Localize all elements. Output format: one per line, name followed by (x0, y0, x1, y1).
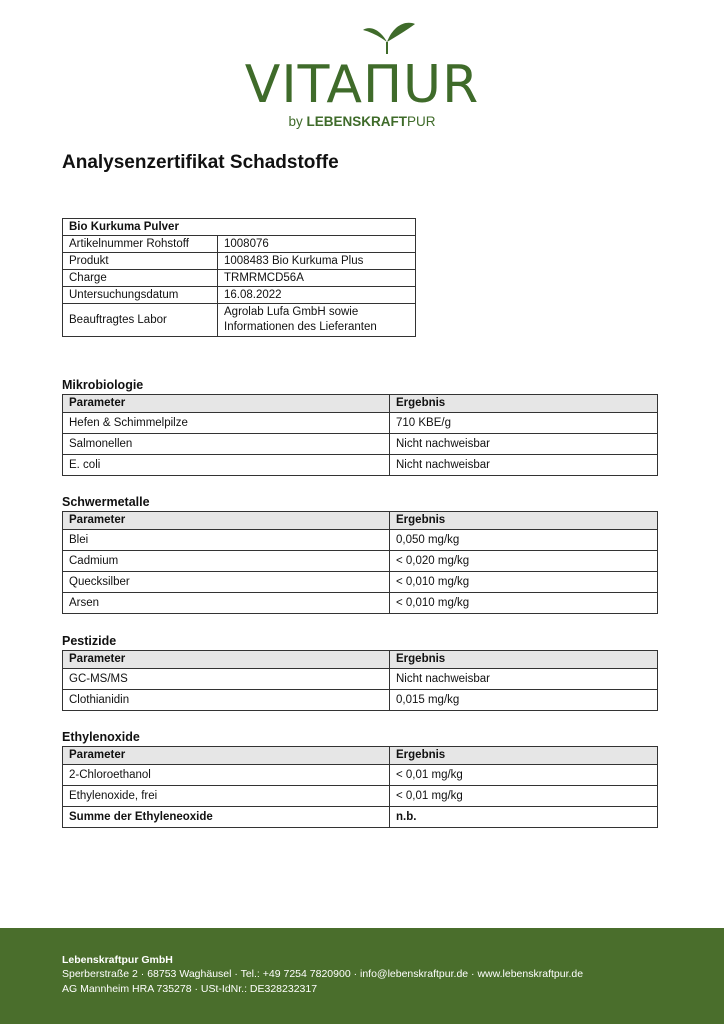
result-cell: < 0,010 mg/kg (390, 572, 658, 593)
column-header-parameter: Parameter (63, 395, 390, 413)
table-row-total (63, 807, 658, 828)
result-cell: < 0,020 mg/kg (390, 551, 658, 572)
table-row (63, 530, 658, 551)
result-cell: Nicht nachweisbar (390, 669, 658, 690)
info-label: Produkt (63, 253, 218, 270)
info-label: Untersuchungsdatum (63, 287, 218, 304)
column-header-parameter: Parameter (63, 512, 390, 530)
parameter-cell: Salmonellen (63, 434, 390, 455)
info-value: 1008483 Bio Kurkuma Plus (218, 253, 416, 270)
column-header-parameter: Parameter (63, 747, 390, 765)
table-row (63, 669, 658, 690)
parameter-cell: Blei (63, 530, 390, 551)
table-row (63, 434, 658, 455)
result-cell: 0,015 mg/kg (390, 690, 658, 711)
table-header-row (63, 395, 658, 413)
section-title-ethylenoxide: Ethylenoxide (62, 730, 140, 744)
result-cell: n.b. (390, 807, 658, 828)
info-value: Agrolab Lufa GmbH sowie Informationen des Lieferanten (218, 304, 416, 337)
parameter-cell: Hefen & Schimmelpilze (63, 413, 390, 434)
section-title-schwermetalle: Schwermetalle (62, 495, 150, 509)
table-header-row (63, 747, 658, 765)
parameter-cell: Quecksilber (63, 572, 390, 593)
table-row (63, 593, 658, 614)
table-row (63, 236, 416, 253)
table-row (63, 786, 658, 807)
footer (0, 928, 724, 1024)
footer-register: AG Mannheim HRA 735278 · USt-IdNr.: DE328232317 (62, 983, 318, 995)
vitanur-logo (244, 18, 480, 134)
result-cell: < 0,010 mg/kg (390, 593, 658, 614)
info-value: TRMRMCD56A (218, 270, 416, 287)
column-header-ergebnis: Ergebnis (390, 512, 658, 530)
results-table-schwermetalle (62, 511, 658, 614)
table-row (63, 551, 658, 572)
results-table-pestizide (62, 650, 658, 711)
logo-wordmark: VITAПUR (244, 55, 480, 115)
footer-address: Sperberstraße 2 · 68753 Waghäusel · Tel.: +49 7254 7820900 · info@lebenskraftpur.de · www.lebenskraftpur.de (62, 968, 584, 980)
info-value: 16.08.2022 (218, 287, 416, 304)
table-row (63, 572, 658, 593)
parameter-cell: E. coli (63, 455, 390, 476)
column-header-parameter: Parameter (63, 651, 390, 669)
results-table-ethylenoxide (62, 746, 658, 828)
brand-logo (0, 18, 724, 138)
info-label: Artikelnummer Rohstoff (63, 236, 218, 253)
column-header-ergebnis: Ergebnis (390, 747, 658, 765)
column-header-ergebnis: Ergebnis (390, 395, 658, 413)
leaf-left-icon (363, 28, 387, 42)
table-row (63, 765, 658, 786)
parameter-cell: Clothianidin (63, 690, 390, 711)
section-title-pestizide: Pestizide (62, 634, 117, 648)
parameter-cell: GC-MS/MS (63, 669, 390, 690)
product-info-table (62, 218, 416, 337)
product-name-row (63, 219, 416, 236)
result-cell: Nicht nachweisbar (390, 434, 658, 455)
parameter-cell: Summe der Ethyleneoxide (63, 807, 390, 828)
section-title-mikrobiologie: Mikrobiologie (62, 378, 144, 392)
column-header-ergebnis: Ergebnis (390, 651, 658, 669)
logo-tagline: by LEBENSKRAFTPUR (288, 114, 436, 129)
info-label: Beauftragtes Labor (63, 304, 218, 337)
info-label: Charge (63, 270, 218, 287)
result-cell: 710 KBE/g (390, 413, 658, 434)
result-cell: < 0,01 mg/kg (390, 765, 658, 786)
table-header-row (63, 512, 658, 530)
result-cell: Nicht nachweisbar (390, 455, 658, 476)
leaf-right-icon (387, 23, 415, 42)
result-cell: 0,050 mg/kg (390, 530, 658, 551)
results-table-mikrobiologie (62, 394, 658, 476)
parameter-cell: Ethylenoxide, frei (63, 786, 390, 807)
parameter-cell: Arsen (63, 593, 390, 614)
product-name: Bio Kurkuma Pulver (63, 219, 416, 236)
result-cell: < 0,01 mg/kg (390, 786, 658, 807)
table-row (63, 690, 658, 711)
page-title: Analysenzertifikat Schadstoffe (62, 152, 339, 173)
parameter-cell: 2-Chloroethanol (63, 765, 390, 786)
table-row (63, 413, 658, 434)
footer-company: Lebenskraftpur GmbH (62, 954, 173, 966)
table-row (63, 287, 416, 304)
table-row (63, 270, 416, 287)
table-row (63, 253, 416, 270)
info-value: 1008076 (218, 236, 416, 253)
table-row (63, 455, 658, 476)
table-row (63, 304, 416, 337)
parameter-cell: Cadmium (63, 551, 390, 572)
table-header-row (63, 651, 658, 669)
